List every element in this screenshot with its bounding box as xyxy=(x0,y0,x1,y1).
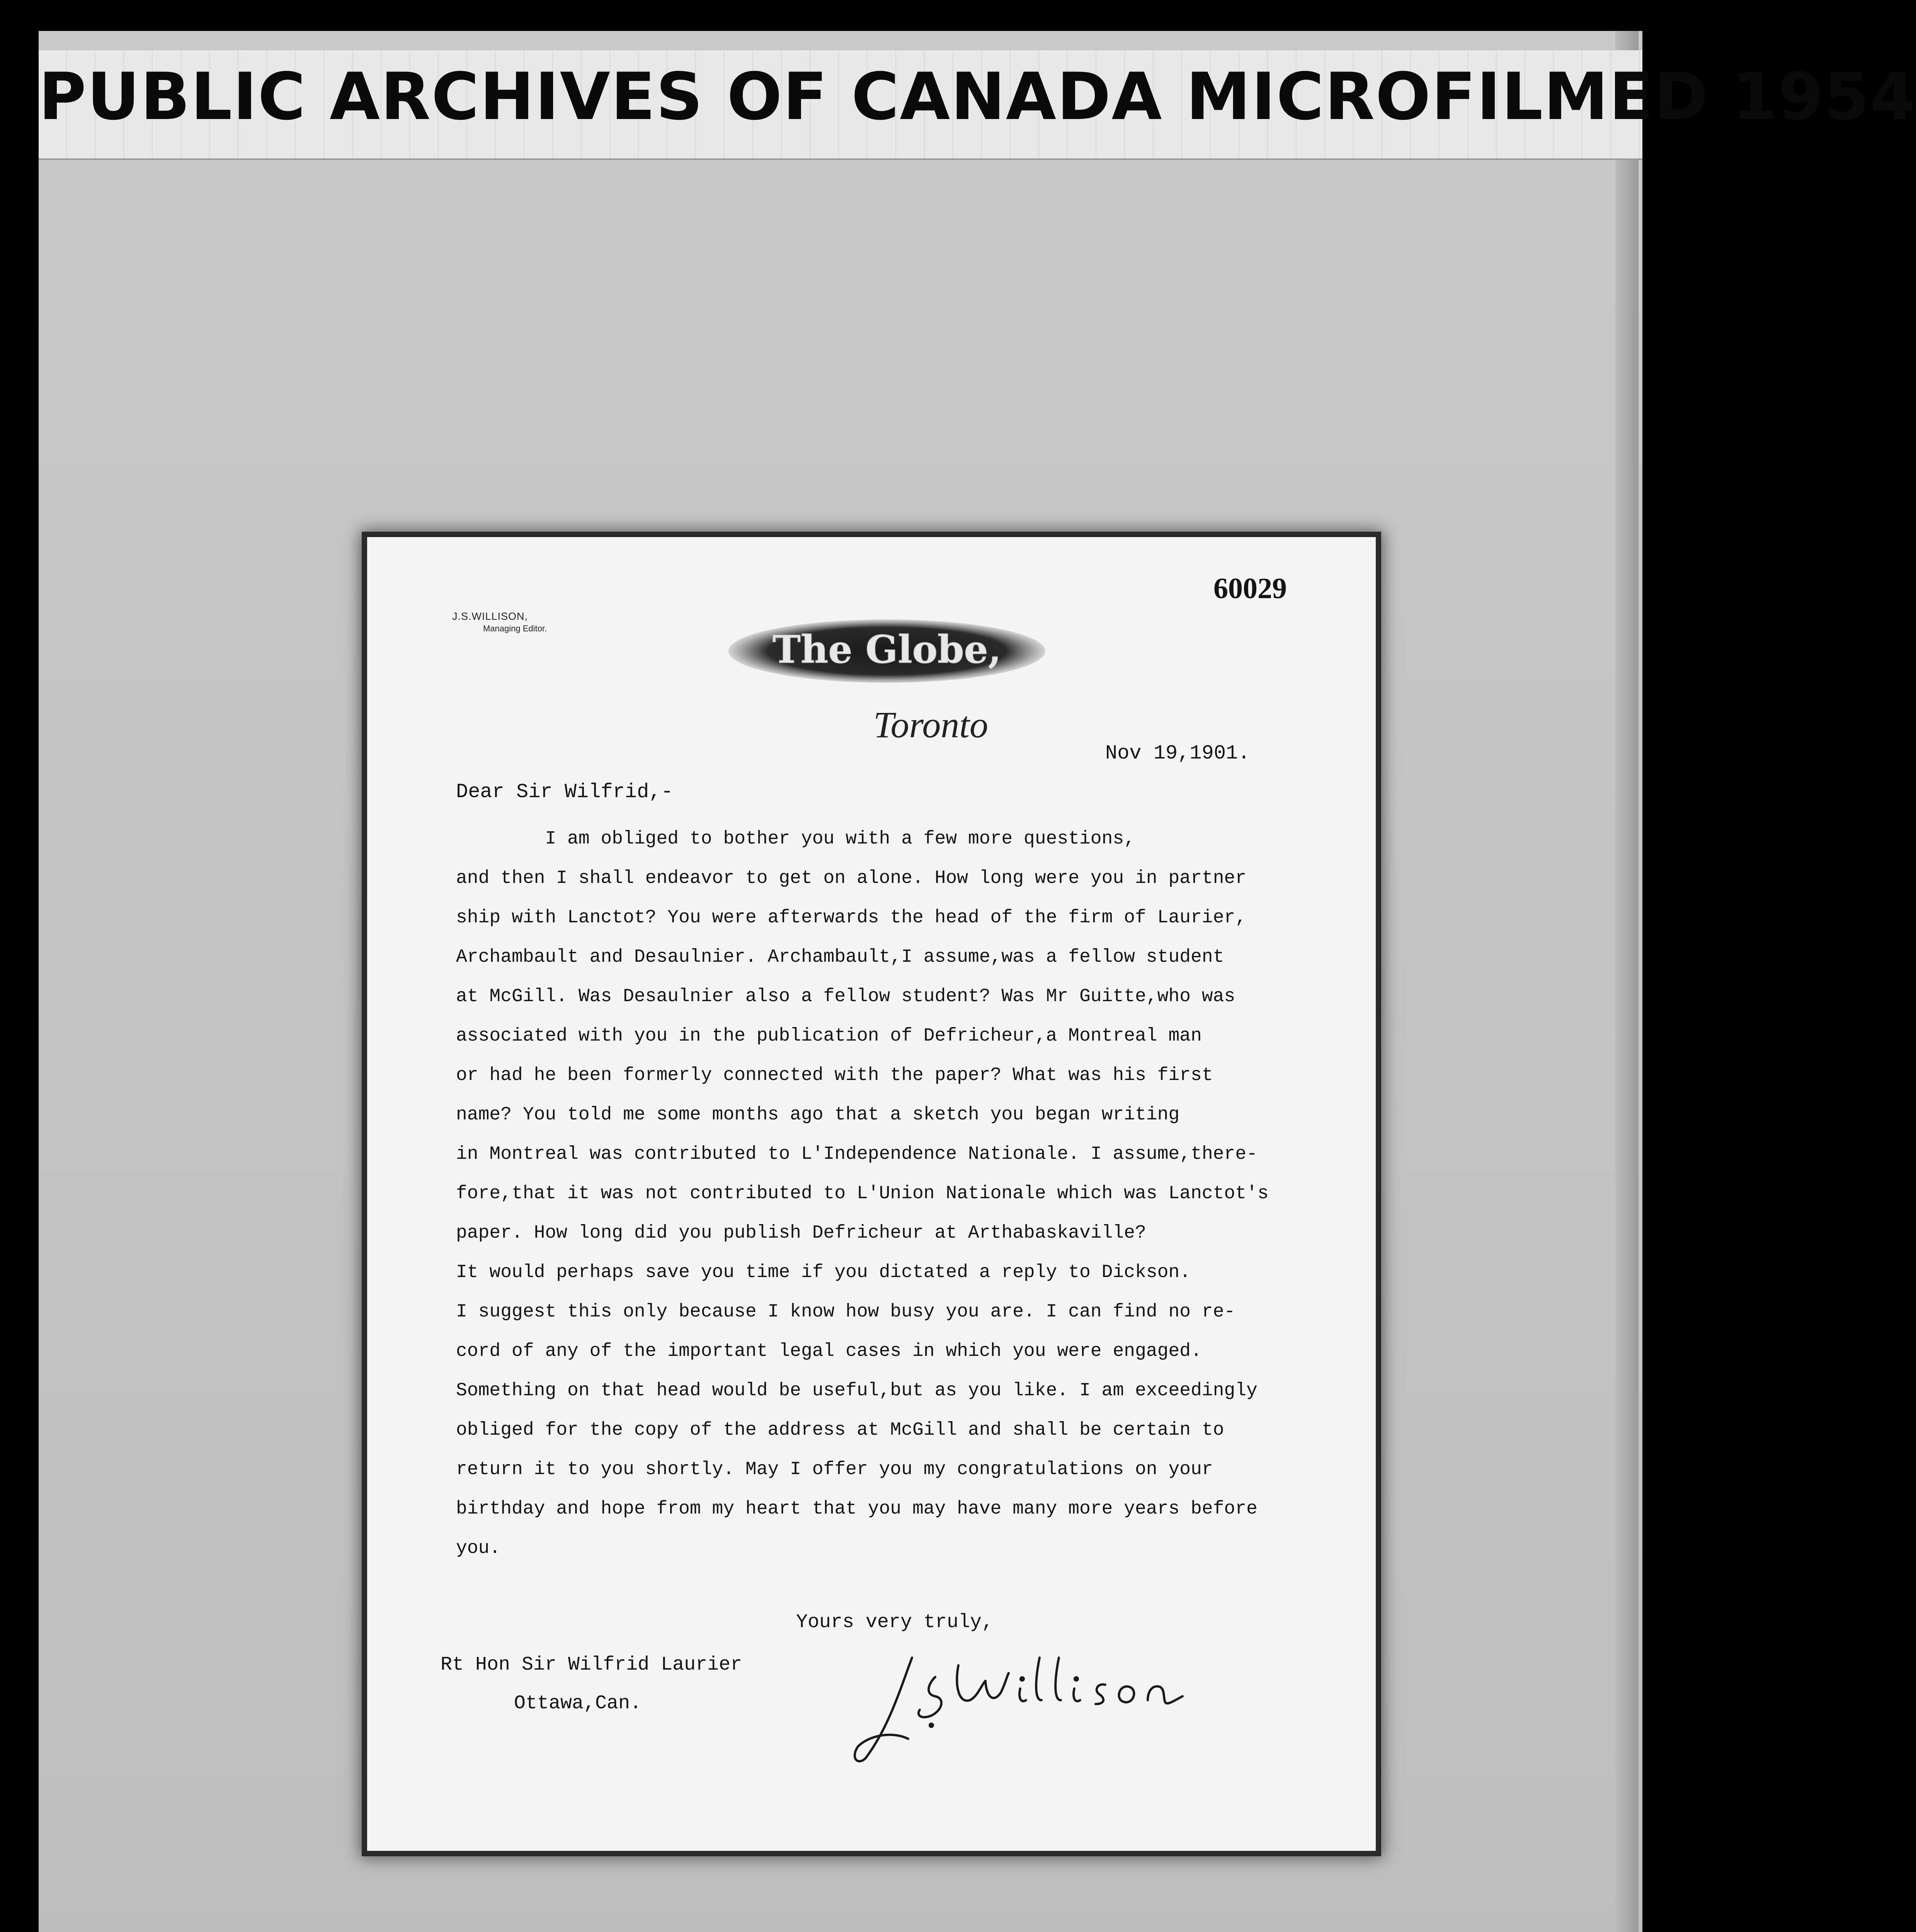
body-line: fore,that it was not contributed to L'Union Nationale which was Lanctot's xyxy=(456,1183,1269,1204)
recipient-name: Rt Hon Sir Wilfrid Laurier xyxy=(441,1654,742,1676)
letterhead-editor-title: Managing Editor. xyxy=(483,624,547,633)
body-line: in Montreal was contributed to L'Independence Nationale. I assume,there- xyxy=(456,1144,1257,1165)
board-edge xyxy=(1615,31,1639,1932)
body-line: cord of any of the important legal cases in which you were engaged. xyxy=(456,1341,1202,1362)
body-line: return it to you shortly. May I offer you my congratulations on your xyxy=(456,1459,1213,1480)
letter-body xyxy=(456,819,1345,1568)
body-line: obliged for the copy of the address at McGill and shall be certain to xyxy=(456,1420,1224,1440)
document-number: 60029 xyxy=(1213,572,1287,605)
body-line: I am obliged to bother you with a few more questions, xyxy=(456,828,1135,849)
recipient-place: Ottawa,Can. xyxy=(514,1692,642,1714)
letter-closing: Yours very truly, xyxy=(796,1611,994,1633)
body-line: I suggest this only because I know how busy you are. I can find no re- xyxy=(456,1301,1235,1322)
body-line: birthday and hope from my heart that you may have many more years before xyxy=(456,1498,1257,1519)
letterhead-city: Toronto xyxy=(873,704,989,745)
body-line: and then I shall endeavor to get on alone. How long were you in partner xyxy=(456,868,1247,889)
body-line: name? You told me some months ago that a sketch you began writing xyxy=(456,1104,1180,1125)
archive-banner-text: PUBLIC ARCHIVES OF CANADA MICROFILMED 1954 xyxy=(39,59,1916,134)
body-line: you. xyxy=(456,1538,501,1559)
body-line: associated with you in the publication of Defricheur,a Montreal man xyxy=(456,1026,1202,1046)
body-line: at McGill. Was Desaulnier also a fellow student? Was Mr Guitte,who was xyxy=(456,986,1235,1007)
body-line: paper. How long did you publish Defricheur at Arthabaskaville? xyxy=(456,1223,1146,1243)
body-line: ship with Lanctot? You were afterwards the head of the firm of Laurier, xyxy=(456,907,1247,928)
body-line: It would perhaps save you time if you dictated a reply to Dickson. xyxy=(456,1262,1191,1283)
body-line: or had he been formerly connected with the paper? What was his first xyxy=(456,1065,1213,1086)
letterhead-editor-name: J.S.WILLISON, xyxy=(452,611,528,622)
handwritten-signature xyxy=(842,1642,1221,1770)
globe-masthead-logo xyxy=(727,618,1047,684)
letter-date: Nov 19,1901. xyxy=(1105,742,1250,765)
masthead-title: The Globe, xyxy=(773,628,1001,672)
body-line: Archambault and Desaulnier. Archambault,I assume,was a fellow student xyxy=(456,947,1224,968)
letter-salutation: Dear Sir Wilfrid,- xyxy=(456,781,673,803)
body-line: Something on that head would be useful,but as you like. I am exceedingly xyxy=(456,1380,1257,1401)
